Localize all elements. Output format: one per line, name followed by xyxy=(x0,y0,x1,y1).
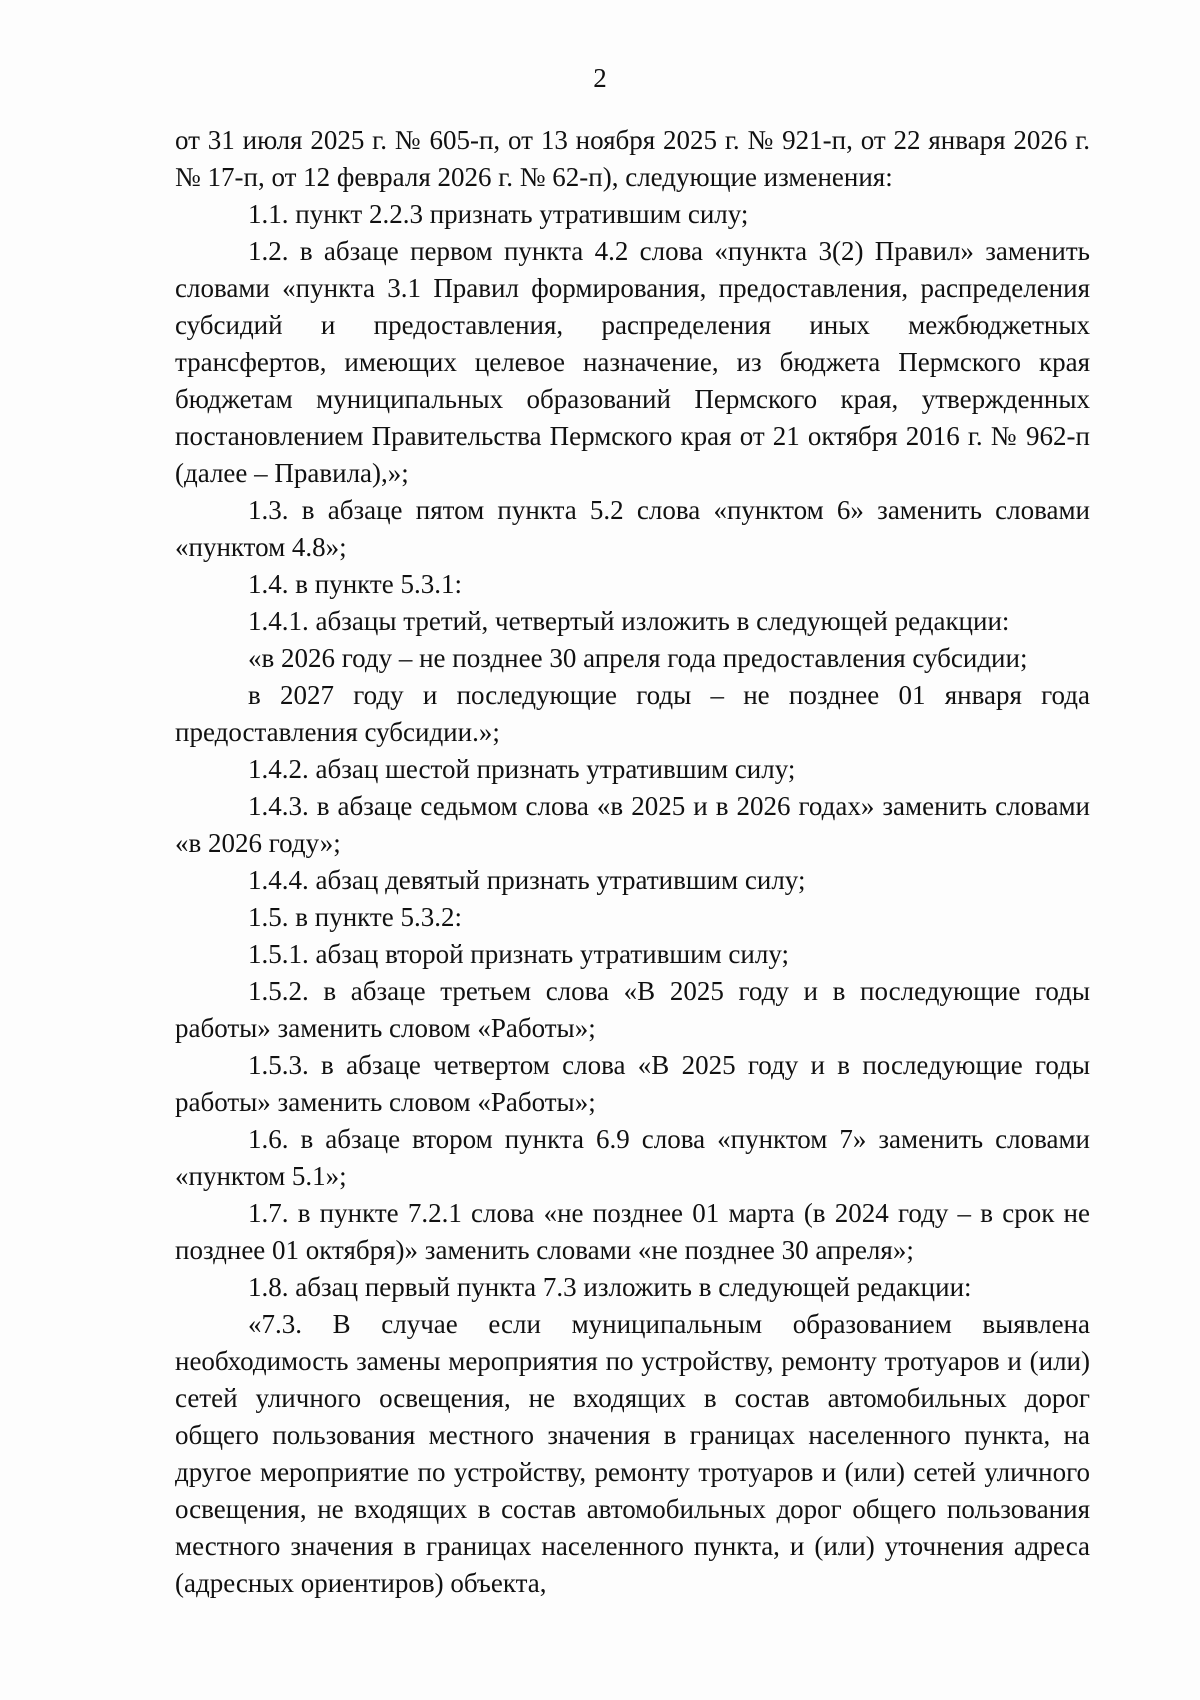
document-body xyxy=(175,122,1090,1602)
paragraph: в 2027 году и последующие годы – не позднее 01 января года предоставления субсидии.»; xyxy=(175,680,1090,747)
paragraph: 1.4.3. в абзаце седьмом слова «в 2025 и в 2026 годах» заменить словами «в 2026 году»; xyxy=(175,791,1090,858)
paragraph: 1.4.1. абзацы третий, четвертый изложить в следующей редакции: xyxy=(248,606,1010,636)
paragraph: 1.1. пункт 2.2.3 признать утратившим силу; xyxy=(248,199,749,229)
paragraph: 1.3. в абзаце пятом пункта 5.2 слова «пунктом 6» заменить словами «пунктом 4.8»; xyxy=(175,495,1090,562)
paragraph: 1.5.2. в абзаце третьем слова «В 2025 году и в последующие годы работы» заменить словом «Работы»; xyxy=(175,976,1090,1043)
paragraph: 1.2. в абзаце первом пункта 4.2 слова «пункта 3(2) Правил» заменить словами «пункта 3.1 Правил формирования, предоставления, распределения субсидий и предоставления, распределения иных межбюджетных трансфертов, имеющих целевое назначение, из бюджета Пермского края бюджетам муниципальных образований Пермского края, утвержденных постановлением Правительства Пермского края от 21 октября 2016 г. № 962-п (далее – Правила),»; xyxy=(175,236,1090,488)
paragraph: 1.5. в пункте 5.3.2: xyxy=(248,902,462,932)
paragraph: 1.5.3. в абзаце четвертом слова «В 2025 году и в последующие годы работы» заменить словом «Работы»; xyxy=(175,1050,1090,1117)
paragraph: 1.8. абзац первый пункта 7.3 изложить в следующей редакции: xyxy=(248,1272,972,1302)
paragraph: от 31 июля 2025 г. № 605-п, от 13 ноября 2025 г. № 921-п, от 22 января 2026 г. № 17-п, от 12 февраля 2026 г. № 62-п), следующие изменения: xyxy=(175,125,1090,192)
paragraph: 1.4. в пункте 5.3.1: xyxy=(248,569,462,599)
page-number: 2 xyxy=(593,63,607,93)
paragraph: 1.5.1. абзац второй признать утратившим силу; xyxy=(248,939,789,969)
paragraph: «7.3. В случае если муниципальным образованием выявлена необходимость замены мероприятия по устройству, ремонту тротуаров и (или) сетей уличного освещения, не входящих в состав автомобильных дорог общего пользования местного значения в границах населенного пункта, на другое мероприятие по устройству, ремонту тротуаров и (или) сетей уличного освещения, не входящих в состав автомобильных дорог общего пользования местного значения в границах населенного пункта, и (или) уточнения адреса (адресных ориентиров) объекта, xyxy=(175,1309,1090,1598)
paragraph: 1.7. в пункте 7.2.1 слова «не позднее 01 марта (в 2024 году – в срок не позднее 01 октября)» заменить словами «не позднее 30 апреля»; xyxy=(175,1198,1090,1265)
paragraph: 1.4.4. абзац девятый признать утратившим силу; xyxy=(248,865,806,895)
paragraph: 1.6. в абзаце втором пункта 6.9 слова «пунктом 7» заменить словами «пунктом 5.1»; xyxy=(175,1124,1090,1191)
paragraph: 1.4.2. абзац шестой признать утратившим силу; xyxy=(248,754,796,784)
paragraph: «в 2026 году – не позднее 30 апреля года предоставления субсидии; xyxy=(248,643,1028,673)
